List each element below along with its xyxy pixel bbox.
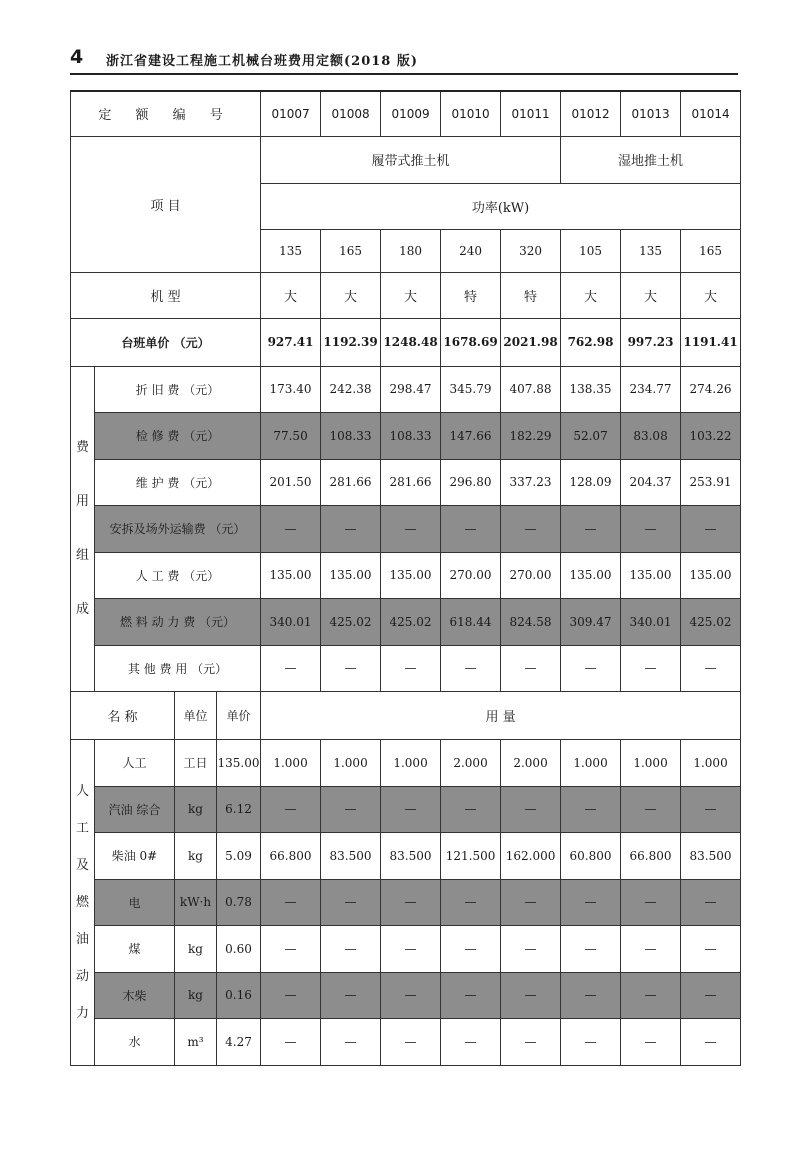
cost-group-label <box>71 366 95 692</box>
cost-value: 108.33 <box>321 413 381 460</box>
resource-usage: 1.000 <box>681 740 741 787</box>
table-body <box>71 91 741 1065</box>
quota-code: 01011 <box>501 91 561 136</box>
resource-unit: m³ <box>175 1019 217 1066</box>
model-value: 大 <box>561 272 621 318</box>
cost-row-label: 折 旧 费 （元） <box>95 366 261 413</box>
resource-usage: 66.800 <box>261 833 321 880</box>
model-label: 机 型 <box>71 272 261 318</box>
quota-code: 01013 <box>621 91 681 136</box>
model-value: 大 <box>381 272 441 318</box>
table-row <box>71 692 741 740</box>
cost-value: 135.00 <box>681 552 741 599</box>
resource-usage: — <box>681 879 741 926</box>
resource-group-char: 油 <box>75 931 89 947</box>
model-value: 特 <box>501 272 561 318</box>
cost-value: — <box>681 645 741 692</box>
quota-code: 01008 <box>321 91 381 136</box>
cost-value: 83.08 <box>621 413 681 460</box>
resource-usage: 83.500 <box>681 833 741 880</box>
resource-group-char: 动 <box>75 968 89 984</box>
unit-price-value: 762.98 <box>561 318 621 366</box>
power-value: 165 <box>321 229 381 272</box>
resource-price: 0.60 <box>217 926 261 973</box>
cost-value: — <box>321 506 381 553</box>
cost-value: 281.66 <box>381 459 441 506</box>
cost-value: — <box>321 645 381 692</box>
unit-price-value: 1248.48 <box>381 318 441 366</box>
unit-price-label: 台班单价 （元） <box>71 318 261 366</box>
resource-usage: — <box>561 972 621 1019</box>
resource-unit: kg <box>175 972 217 1019</box>
power-value: 165 <box>681 229 741 272</box>
cost-value: 340.01 <box>621 599 681 646</box>
resource-usage: 162.000 <box>501 833 561 880</box>
power-value: 320 <box>501 229 561 272</box>
table-row <box>71 318 741 366</box>
quota-code: 01010 <box>441 91 501 136</box>
resource-usage: — <box>381 786 441 833</box>
cost-value: — <box>501 506 561 553</box>
cost-value: 135.00 <box>621 552 681 599</box>
resource-usage: 121.500 <box>441 833 501 880</box>
cost-value: 407.88 <box>501 366 561 413</box>
quota-table <box>70 90 741 1066</box>
table-row <box>71 506 741 553</box>
cost-value: 309.47 <box>561 599 621 646</box>
cost-value: — <box>441 645 501 692</box>
model-value: 大 <box>621 272 681 318</box>
cost-group-char: 费 <box>75 439 89 455</box>
cost-row-label: 人 工 费 （元） <box>95 552 261 599</box>
table-row <box>71 833 741 880</box>
resource-usage: — <box>501 879 561 926</box>
resource-usage: — <box>441 786 501 833</box>
book-title: 浙江省建设工程施工机械台班费用定额(2018 版) <box>106 54 419 69</box>
cost-value: — <box>561 506 621 553</box>
cost-value: 173.40 <box>261 366 321 413</box>
resource-group-char: 力 <box>75 1005 89 1021</box>
header-rule <box>70 73 738 75</box>
cost-value: 182.29 <box>501 413 561 460</box>
resource-unit: kW·h <box>175 879 217 926</box>
cost-value: 52.07 <box>561 413 621 460</box>
quota-code: 01014 <box>681 91 741 136</box>
resource-usage: — <box>681 926 741 973</box>
resource-usage: 83.500 <box>321 833 381 880</box>
cost-value: 337.23 <box>501 459 561 506</box>
resource-price: 0.16 <box>217 972 261 1019</box>
cost-row-label: 维 护 费 （元） <box>95 459 261 506</box>
res-name-header: 名 称 <box>71 692 175 740</box>
resource-name: 人工 <box>95 740 175 787</box>
resource-usage: 66.800 <box>621 833 681 880</box>
table-row <box>71 136 741 183</box>
cost-value: 242.38 <box>321 366 381 413</box>
cost-value: 298.47 <box>381 366 441 413</box>
cost-value: — <box>261 645 321 692</box>
cost-value: 274.26 <box>681 366 741 413</box>
table-row <box>71 599 741 646</box>
resource-usage: — <box>321 926 381 973</box>
cost-value: — <box>441 506 501 553</box>
power-label: 功率(kW) <box>261 183 741 229</box>
resource-usage: 1.000 <box>381 740 441 787</box>
cost-value: — <box>681 506 741 553</box>
cost-value: 425.02 <box>681 599 741 646</box>
cost-value: 135.00 <box>321 552 381 599</box>
resource-unit: kg <box>175 833 217 880</box>
resource-name: 柴油 0# <box>95 833 175 880</box>
resource-name: 煤 <box>95 926 175 973</box>
table-row <box>71 91 741 136</box>
resource-group-char: 人 <box>75 783 89 799</box>
power-value: 135 <box>621 229 681 272</box>
resource-price: 4.27 <box>217 1019 261 1066</box>
model-value: 大 <box>261 272 321 318</box>
resource-name: 木柴 <box>95 972 175 1019</box>
power-value: 105 <box>561 229 621 272</box>
resource-usage: 1.000 <box>261 740 321 787</box>
resource-usage: — <box>561 879 621 926</box>
cost-value: 253.91 <box>681 459 741 506</box>
resource-usage: — <box>621 786 681 833</box>
resource-usage: — <box>441 1019 501 1066</box>
cost-value: — <box>621 506 681 553</box>
resource-usage: — <box>501 972 561 1019</box>
resource-usage: — <box>441 879 501 926</box>
cost-row-label: 安拆及场外运输费 （元） <box>95 506 261 553</box>
table-row <box>71 926 741 973</box>
item-label: 项 目 <box>71 136 261 272</box>
unit-price-value: 2021.98 <box>501 318 561 366</box>
resource-usage: — <box>261 972 321 1019</box>
resource-usage: — <box>261 879 321 926</box>
resource-usage: — <box>621 972 681 1019</box>
resource-price: 5.09 <box>217 833 261 880</box>
cost-value: — <box>381 506 441 553</box>
quota-code: 01007 <box>261 91 321 136</box>
cost-value: 345.79 <box>441 366 501 413</box>
table-row <box>71 272 741 318</box>
resource-usage: 83.500 <box>381 833 441 880</box>
table-row <box>71 786 741 833</box>
resource-unit: kg <box>175 926 217 973</box>
resource-usage: 60.800 <box>561 833 621 880</box>
table-row <box>71 740 741 787</box>
resource-usage: — <box>561 1019 621 1066</box>
table-row <box>71 645 741 692</box>
cost-value: 618.44 <box>441 599 501 646</box>
resource-usage: — <box>561 786 621 833</box>
cost-value: 270.00 <box>441 552 501 599</box>
resource-usage: 1.000 <box>321 740 381 787</box>
cost-value: 281.66 <box>321 459 381 506</box>
resource-unit: 工日 <box>175 740 217 787</box>
resource-usage: — <box>501 926 561 973</box>
cost-value: — <box>501 645 561 692</box>
res-price-header: 单价 <box>217 692 261 740</box>
quota-code: 01012 <box>561 91 621 136</box>
resource-usage: — <box>681 786 741 833</box>
cost-value: 340.01 <box>261 599 321 646</box>
resource-usage: — <box>441 926 501 973</box>
resource-group-char: 工 <box>75 820 89 836</box>
cost-row-label: 燃 料 动 力 费 （元） <box>95 599 261 646</box>
resource-usage: — <box>621 879 681 926</box>
resource-usage: — <box>381 926 441 973</box>
cost-group-char: 成 <box>75 601 89 617</box>
unit-price-value: 1192.39 <box>321 318 381 366</box>
power-value: 135 <box>261 229 321 272</box>
resource-name: 汽油 综合 <box>95 786 175 833</box>
resource-usage: 2.000 <box>501 740 561 787</box>
model-value: 特 <box>441 272 501 318</box>
cost-value: 77.50 <box>261 413 321 460</box>
table-row <box>71 459 741 506</box>
table-row <box>71 366 741 413</box>
cost-value: 234.77 <box>621 366 681 413</box>
model-value: 大 <box>321 272 381 318</box>
unit-price-value: 1678.69 <box>441 318 501 366</box>
cost-value: — <box>561 645 621 692</box>
cost-value: 128.09 <box>561 459 621 506</box>
resource-group-label <box>71 740 95 1066</box>
resource-group-char: 及 <box>75 857 89 873</box>
cost-value: 824.58 <box>501 599 561 646</box>
table-row <box>71 879 741 926</box>
power-value: 240 <box>441 229 501 272</box>
unit-price-value: 1191.41 <box>681 318 741 366</box>
cost-value: 270.00 <box>501 552 561 599</box>
resource-usage: — <box>321 879 381 926</box>
resource-usage: — <box>621 1019 681 1066</box>
table-row <box>71 413 741 460</box>
unit-price-value: 927.41 <box>261 318 321 366</box>
cost-value: 135.00 <box>381 552 441 599</box>
resource-usage: — <box>681 972 741 1019</box>
table-row <box>71 1019 741 1066</box>
resource-usage: — <box>381 1019 441 1066</box>
resource-usage: — <box>261 1019 321 1066</box>
resource-price: 135.00 <box>217 740 261 787</box>
resource-usage: 1.000 <box>561 740 621 787</box>
unit-price-value: 997.23 <box>621 318 681 366</box>
cost-value: 138.35 <box>561 366 621 413</box>
cost-value: — <box>261 506 321 553</box>
quota-label: 定 额 编 号 <box>71 91 261 136</box>
resource-usage: — <box>441 972 501 1019</box>
page-number: 4 <box>70 46 84 68</box>
resource-group-char: 燃 <box>75 894 89 910</box>
cost-row-label: 检 修 费 （元） <box>95 413 261 460</box>
power-value: 180 <box>381 229 441 272</box>
cost-value: — <box>621 645 681 692</box>
resource-usage: — <box>321 786 381 833</box>
resource-usage: — <box>261 926 321 973</box>
resource-name: 水 <box>95 1019 175 1066</box>
resource-usage: — <box>381 879 441 926</box>
cost-group-char: 组 <box>75 547 89 563</box>
cost-value: 147.66 <box>441 413 501 460</box>
resource-usage: — <box>321 972 381 1019</box>
resource-usage: — <box>381 972 441 1019</box>
cost-row-label: 其 他 费 用 （元） <box>95 645 261 692</box>
usage-header: 用 量 <box>261 692 741 740</box>
resource-usage: 1.000 <box>621 740 681 787</box>
resource-usage: — <box>501 786 561 833</box>
cost-group-char: 用 <box>75 493 89 509</box>
resource-usage: — <box>501 1019 561 1066</box>
resource-name: 电 <box>95 879 175 926</box>
cost-value: 425.02 <box>321 599 381 646</box>
cost-value: 296.80 <box>441 459 501 506</box>
page-header <box>70 44 738 74</box>
group-crawler-dozer: 履带式推土机 <box>261 136 561 183</box>
quota-code: 01009 <box>381 91 441 136</box>
resource-usage: — <box>621 926 681 973</box>
resource-usage: 2.000 <box>441 740 501 787</box>
table-row <box>71 972 741 1019</box>
resource-unit: kg <box>175 786 217 833</box>
table-row <box>71 552 741 599</box>
resource-price: 6.12 <box>217 786 261 833</box>
cost-value: — <box>381 645 441 692</box>
resource-usage: — <box>261 786 321 833</box>
cost-value: 135.00 <box>561 552 621 599</box>
resource-usage: — <box>681 1019 741 1066</box>
cost-value: 204.37 <box>621 459 681 506</box>
resource-usage: — <box>321 1019 381 1066</box>
resource-usage: — <box>561 926 621 973</box>
cost-value: 108.33 <box>381 413 441 460</box>
cost-value: 201.50 <box>261 459 321 506</box>
cost-value: 103.22 <box>681 413 741 460</box>
group-wetland-dozer: 湿地推土机 <box>561 136 741 183</box>
resource-price: 0.78 <box>217 879 261 926</box>
cost-value: 135.00 <box>261 552 321 599</box>
cost-value: 425.02 <box>381 599 441 646</box>
model-value: 大 <box>681 272 741 318</box>
res-unit-header: 单位 <box>175 692 217 740</box>
